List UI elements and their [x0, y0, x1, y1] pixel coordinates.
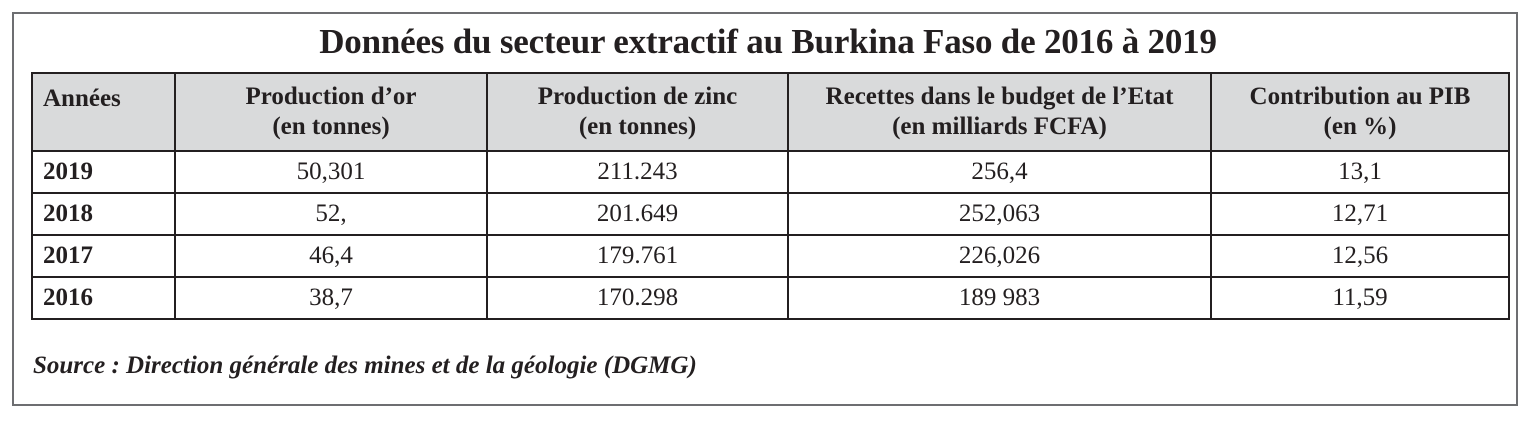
header-unit: (en %) — [1323, 113, 1397, 140]
cell-zinc: 179.761 — [487, 235, 788, 277]
header-gold-production — [175, 73, 487, 151]
cell-gold: 46,4 — [175, 235, 487, 277]
header-label: Contribution au PIB — [1249, 83, 1471, 110]
header-state-budget-revenue — [788, 73, 1211, 151]
header-unit: (en tonnes) — [578, 113, 697, 140]
cell-revenue: 256,4 — [788, 151, 1211, 193]
header-label: Années — [43, 85, 121, 112]
cell-zinc: 211.243 — [487, 151, 788, 193]
cell-gold: 52, — [175, 193, 487, 235]
table-row — [32, 235, 1509, 277]
table-row — [32, 277, 1509, 319]
header-years — [32, 73, 175, 151]
cell-year: 2017 — [32, 235, 175, 277]
cell-gdp: 11,59 — [1211, 277, 1509, 319]
header-row — [32, 73, 1509, 151]
table-row — [32, 151, 1509, 193]
cell-gdp: 12,71 — [1211, 193, 1509, 235]
cell-year: 2018 — [32, 193, 175, 235]
cell-revenue: 189 983 — [788, 277, 1211, 319]
header-unit: (en tonnes) — [272, 113, 390, 140]
table-row — [32, 193, 1509, 235]
header-label: Recettes dans le budget de l’Etat — [825, 83, 1174, 110]
cell-revenue: 226,026 — [788, 235, 1211, 277]
cell-revenue: 252,063 — [788, 193, 1211, 235]
cell-gdp: 13,1 — [1211, 151, 1509, 193]
cell-zinc: 201.649 — [487, 193, 788, 235]
table-title: Données du secteur extractif au Burkina Faso de 2016 à 2019 — [319, 22, 1217, 61]
header-gdp-contribution — [1211, 73, 1509, 151]
header-label: Production de zinc — [537, 83, 738, 110]
cell-year: 2016 — [32, 277, 175, 319]
cell-zinc: 170.298 — [487, 277, 788, 319]
data-table — [31, 72, 1510, 320]
header-zinc-production — [487, 73, 788, 151]
cell-gdp: 12,56 — [1211, 235, 1509, 277]
header-unit: (en milliards FCFA) — [892, 113, 1107, 140]
cell-year: 2019 — [32, 151, 175, 193]
cell-gold: 38,7 — [175, 277, 487, 319]
source-note: Source : Direction générale des mines et de la géologie (DGMG) — [33, 352, 697, 379]
cell-gold: 50,301 — [175, 151, 487, 193]
header-label: Production d’or — [245, 83, 417, 110]
